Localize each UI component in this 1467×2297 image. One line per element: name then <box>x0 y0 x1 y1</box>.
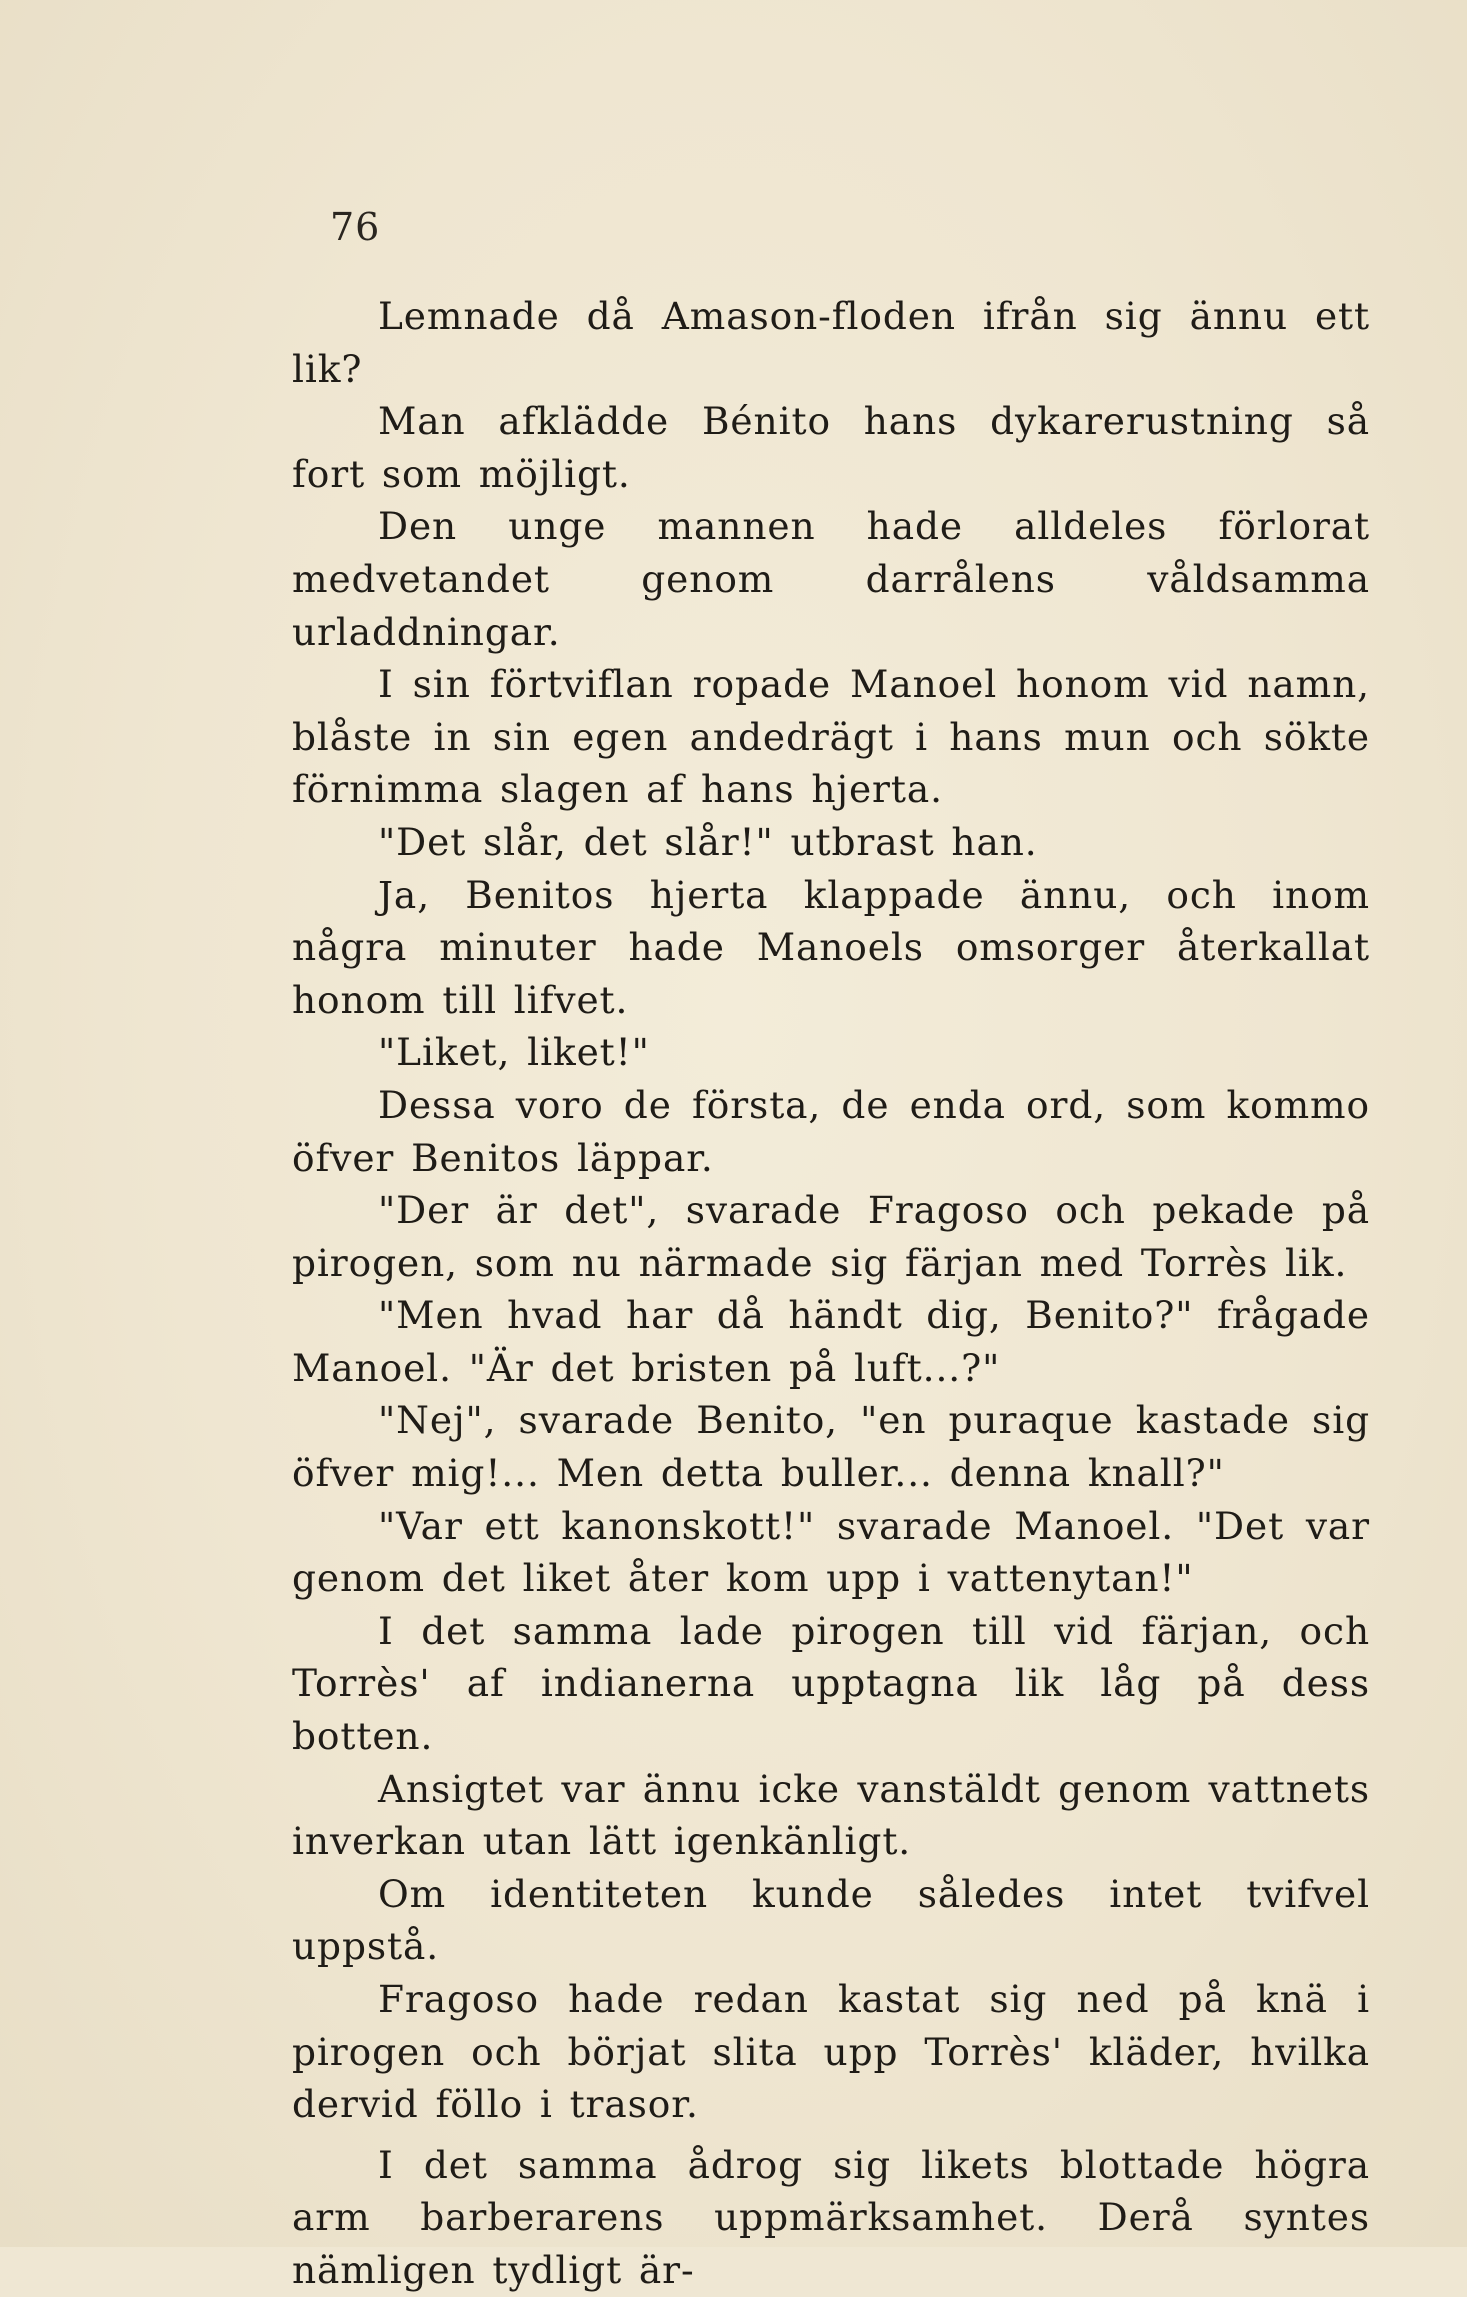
paragraph: Ja, Benitos hjerta klappade ännu, och inom några minuter hade Manoels omsorger återkallat honom till lifvet. <box>292 872 1370 1022</box>
paragraph: Fragoso hade redan kastat sig ned på knä i pirogen och börjat slita upp Torrès' kläder, hvilka dervid föllo i trasor. <box>292 1977 1370 2127</box>
paragraph: "Liket, liket!" <box>378 1030 650 1075</box>
paragraph: "Der är det", svarade Fragoso och pekade på pirogen, som nu närmade sig färjan med Torrès lik. <box>292 1188 1370 1285</box>
paragraph: I det samma lade pirogen till vid färjan, och Torrès' af indianerna upptagna lik låg på dess botten. <box>292 1608 1370 1759</box>
paragraph: "Men hvad har då händt dig, Benito?" frågade Manoel. "Är det bristen på luft...?" <box>292 1293 1370 1390</box>
page-number: 76 <box>330 205 381 249</box>
paragraph: Ansigtet var ännu icke vanstäldt genom vattnets inverkan utan lätt igenkänligt. <box>292 1766 1370 1864</box>
paragraph: I sin förtviflan ropade Manoel honom vid namn, blåste in sin egen andedrägt i hans mun och sökte förnimma slagen af hans hjerta. <box>292 662 1370 812</box>
paragraph: Den unge mannen hade alldeles förlorat medvetandet genom darrålens våldsamma urladdningar. <box>292 504 1370 654</box>
body-text <box>292 290 1370 2297</box>
paragraph: I det samma ådrog sig likets blottade högra arm barberarens uppmärksamhet. Derå syntes nämligen tydligt är- <box>292 2142 1370 2292</box>
paragraph: Dessa voro de första, de enda ord, som kommo öfver Benitos läppar. <box>292 1082 1370 1180</box>
paragraph: Man afklädde Bénito hans dykarerustning så fort som möjligt. <box>292 399 1370 496</box>
paragraph: "Nej", svarade Benito, "en puraque kastade sig öfver mig!... Men detta buller... denna knall?" <box>292 1398 1370 1496</box>
paragraph: Lemnade då Amason-floden ifrån sig ännu ett lik? <box>292 294 1370 391</box>
paragraph: "Var ett kanonskott!" svarade Manoel. "Det var genom det liket åter kom upp i vattenytan!" <box>292 1503 1370 1601</box>
paragraph: "Det slår, det slår!" utbrast han. <box>378 819 1038 864</box>
paragraph: Om identiteten kunde således intet tvifvel uppstå. <box>292 1871 1370 1969</box>
